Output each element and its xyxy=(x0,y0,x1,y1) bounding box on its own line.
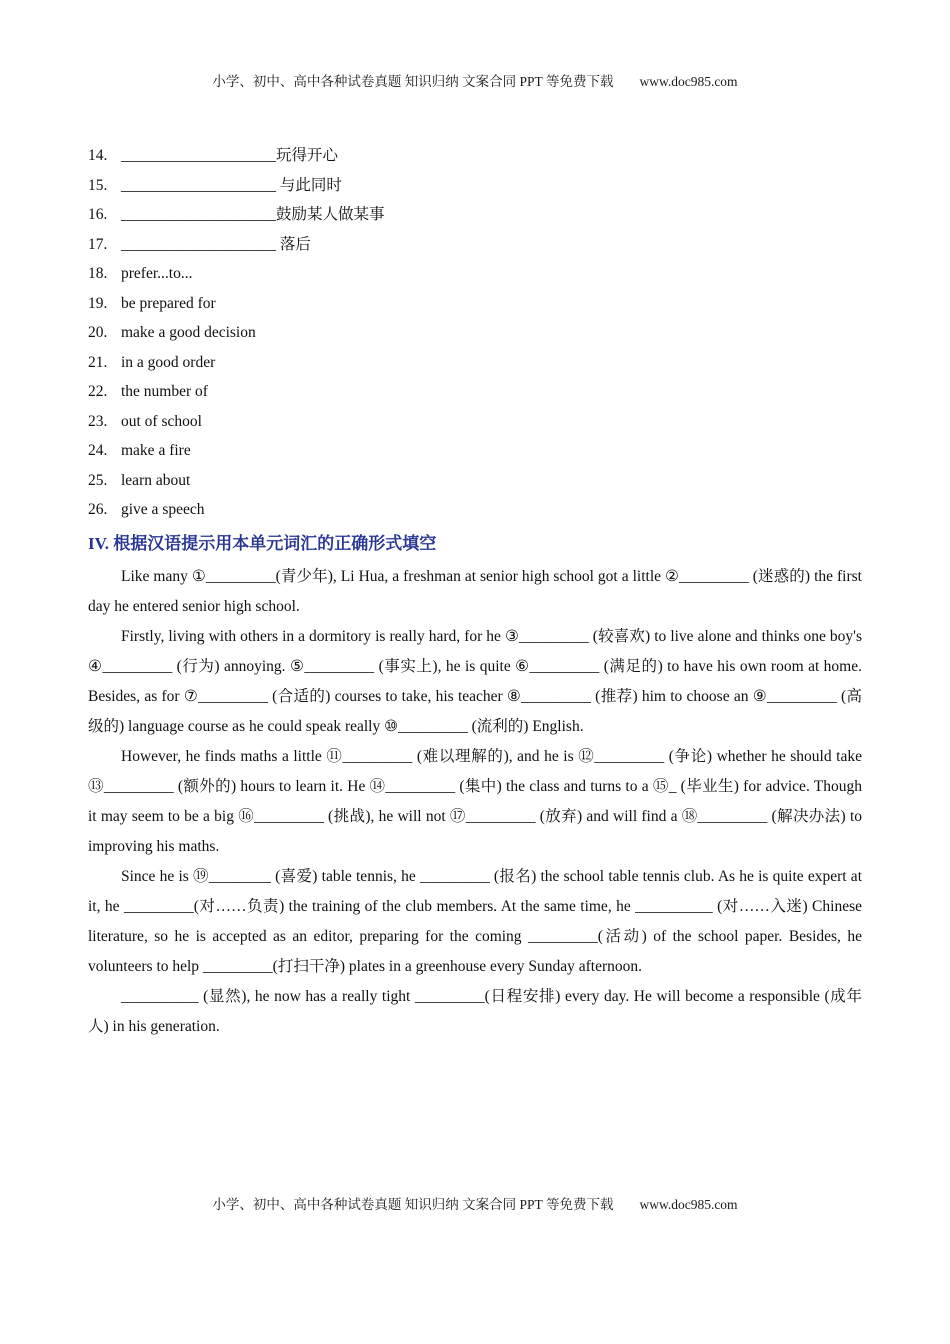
phrase-list xyxy=(88,141,862,525)
item-text: ____________________鼓励某人做某事 xyxy=(121,206,385,223)
phrase-item xyxy=(88,230,862,260)
fill-blank-paragraph: However, he finds maths a little ⑪_________ (难以理解的), and he is ⑫_________ (争论) whether he should take ⑬_________ (额外的) hours to learn it. He ⑭_________ (集中) the class and turns to a ⑮_ (毕业生) for advice. Though it may seem to be a big ⑯_________ (挑战), he will not ⑰_________ (放弃) and will find a ⑱_________ (解决办法) to improving his maths. xyxy=(88,747,862,855)
item-text: make a fire xyxy=(121,442,191,459)
item-text: give a speech xyxy=(121,501,205,518)
item-text: prefer...to... xyxy=(121,265,193,282)
phrase-item xyxy=(88,200,862,230)
phrase-item xyxy=(88,289,862,319)
item-text: ____________________ 与此同时 xyxy=(121,176,342,194)
footer-site-link[interactable]: www.doc985.com xyxy=(639,1197,738,1212)
item-number: 20. xyxy=(88,324,108,341)
phrase-item xyxy=(88,407,862,437)
item-number: 15. xyxy=(88,176,108,194)
phrase-item xyxy=(88,348,862,378)
item-text: ____________________玩得开心 xyxy=(121,147,339,164)
header-text: 小学、初中、高中各种试卷真题 知识归纳 文案合同 PPT 等免费下载 xyxy=(212,74,614,89)
item-text: be prepared for xyxy=(121,294,216,312)
item-number: 14. xyxy=(88,147,108,164)
item-number: 17. xyxy=(88,235,108,253)
phrase-item xyxy=(88,171,862,201)
phrase-item xyxy=(88,377,862,407)
item-number: 18. xyxy=(88,265,108,282)
item-number: 16. xyxy=(88,206,108,223)
item-text: in a good order xyxy=(121,353,216,371)
item-number: 24. xyxy=(88,442,108,459)
phrase-item xyxy=(88,495,862,525)
item-text: ____________________ 落后 xyxy=(121,235,311,253)
page-footer xyxy=(0,1193,950,1213)
document-content xyxy=(88,141,862,1042)
page-header xyxy=(0,70,950,90)
phrase-item xyxy=(88,259,862,289)
item-number: 26. xyxy=(88,501,108,518)
fill-blank-paragraph: Like many ①_________(青少年), Li Hua, a freshman at senior high school got a little ②_________ (迷惑的) the first day he entered senior high school. xyxy=(88,567,862,615)
section-heading: IV. 根据汉语提示用本单元词汇的正确形式填空 xyxy=(88,533,437,553)
item-number: 21. xyxy=(88,353,108,371)
item-text: learn about xyxy=(121,471,191,489)
item-text: make a good decision xyxy=(121,324,256,341)
phrase-item xyxy=(88,466,862,496)
item-text: out of school xyxy=(121,412,202,430)
fill-blank-paragraph: __________ (显然), he now has a really tight _________(日程安排) every day. He will become a responsible (成年人) in his generation. xyxy=(88,987,862,1035)
item-number: 23. xyxy=(88,412,108,430)
fill-blank-paragraph: Firstly, living with others in a dormitory is really hard, for he ③_________ (较喜欢) to live alone and thinks one boy's ④_________ (行为) annoying. ⑤_________ (事实上), he is quite ⑥_________ (满足的) to have his own room at home. Besides, as for ⑦_________ (合适的) courses to take, his teacher ⑧_________ (推荐) him to choose an ⑨_________ (高级的) language course as he could speak really ⑩_________ (流利的) English. xyxy=(88,627,862,735)
header-site-link[interactable]: www.doc985.com xyxy=(639,74,738,89)
fill-blank-paragraph: Since he is ⑲________ (喜爱) table tennis, he _________ (报名) the school table tennis club. As he is quite expert at it, he _________(对……负责) the training of the club members. At the same time, he __________ (对……入迷) Chinese literature, so he is accepted as an editor, preparing for the coming _________(活动) of the school paper. Besides, he volunteers to help _________(打扫干净) plates in a greenhouse every Sunday afternoon. xyxy=(88,867,862,975)
item-number: 19. xyxy=(88,294,108,312)
phrase-item xyxy=(88,141,862,171)
item-number: 25. xyxy=(88,471,108,489)
phrase-item xyxy=(88,318,862,348)
item-number: 22. xyxy=(88,383,108,400)
footer-text: 小学、初中、高中各种试卷真题 知识归纳 文案合同 PPT 等免费下载 xyxy=(212,1197,614,1212)
phrase-item xyxy=(88,436,862,466)
item-text: the number of xyxy=(121,383,208,400)
